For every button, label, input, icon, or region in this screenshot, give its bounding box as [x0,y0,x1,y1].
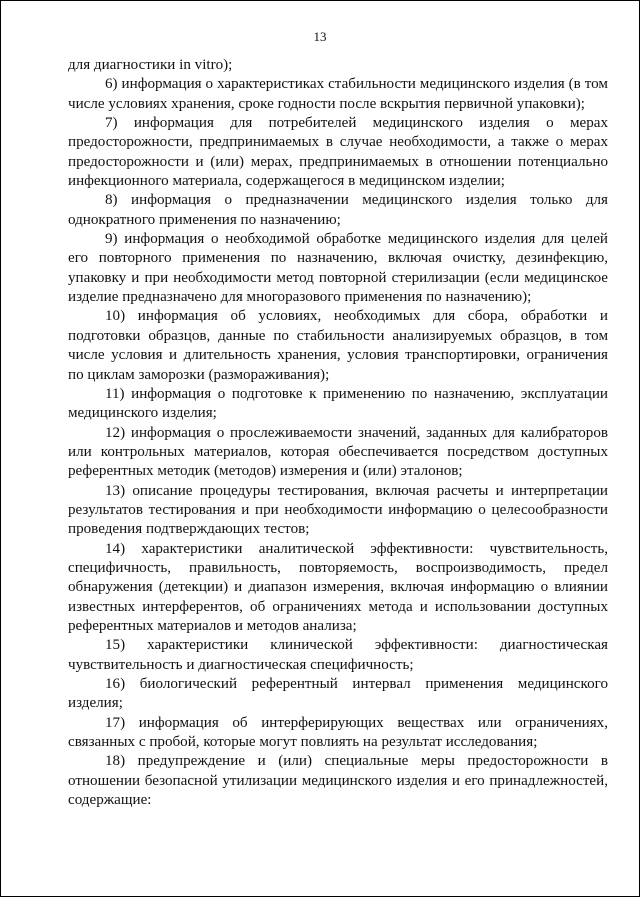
paragraph-item-15: 15) характеристики клинической эффективности: диагностическая чувствительность и диагностическая специфичность; [68,637,608,673]
paragraph-item-9: 9) информация о необходимой обработке медицинского изделия для целей его повторного применения по назначению, включая очистку, дезинфекцию, упаковку и при необходимости метод повторной стерилизации (если медицинское изделие предназначено для многоразового применения по назначению); [68,231,608,306]
document-body [68,56,608,810]
paragraph-item-8: 8) информация о предназначении медицинского изделия только для однократного применения по назначению; [68,192,608,228]
paragraph-item-12: 12) информация о прослеживаемости значений, заданных для калибраторов или контрольных материалов, которая обеспечивается посредством доступных референтных методик (методов) измерения и (или) эталонов; [68,424,608,480]
paragraph-item-16: 16) биологический референтный интервал применения медицинского изделия; [68,676,608,712]
paragraph-item-10: 10) информация об условиях, необходимых для сбора, обработки и подготовки образцов, данные по стабильности анализируемых образцов, в том числе условия и длительность хранения, условия транспортировки, ограничения по циклам заморозки (размораживания); [68,308,608,383]
paragraph-item-17: 17) информация об интерферирующих веществах или ограничениях, связанных с пробой, которые могут повлиять на результат исследования; [68,714,608,751]
paragraph-item-14: 14) характеристики аналитической эффективности: чувствительность, специфичность, правильность, повторяемость, воспроизводимость, предел обнаружения (детекции) и диапазон измерения, включая информацию о влиянии известных интерферентов, об ограничениях метода и использовании доступных референтных материалов и методов анализа; [68,540,608,634]
paragraph-item-6: 6) информация о характеристиках стабильности медицинского изделия (в том числе условиях хранения, сроке годности после вскрытия первичной упаковки); [68,76,608,112]
page-number: 13 [313,29,327,44]
paragraph-item-13: 13) описание процедуры тестирования, включая расчеты и интерпретации результатов тестирования и при необходимости информацию о целесообразности проведения подтверждающих тестов; [68,482,608,538]
paragraph-continuation: для диагностики in vitro); [68,57,233,73]
paragraph-item-18: 18) предупреждение и (или) специальные меры предосторожности в отношении безопасной утилизации медицинского изделия и его принадлежностей, содержащие: [68,753,608,809]
paragraph-item-7: 7) информация для потребителей медицинского изделия о мерах предосторожности, предпринимаемых в случае необходимости, а также о мерах предосторожности и (или) мерах, предпринимаемых в отношении потенциально инфекционного материала, содержащегося в медицинском изделии; [68,115,608,190]
paragraph-item-11: 11) информация о подготовке к применению по назначению, эксплуатации медицинского изделия; [68,385,608,422]
